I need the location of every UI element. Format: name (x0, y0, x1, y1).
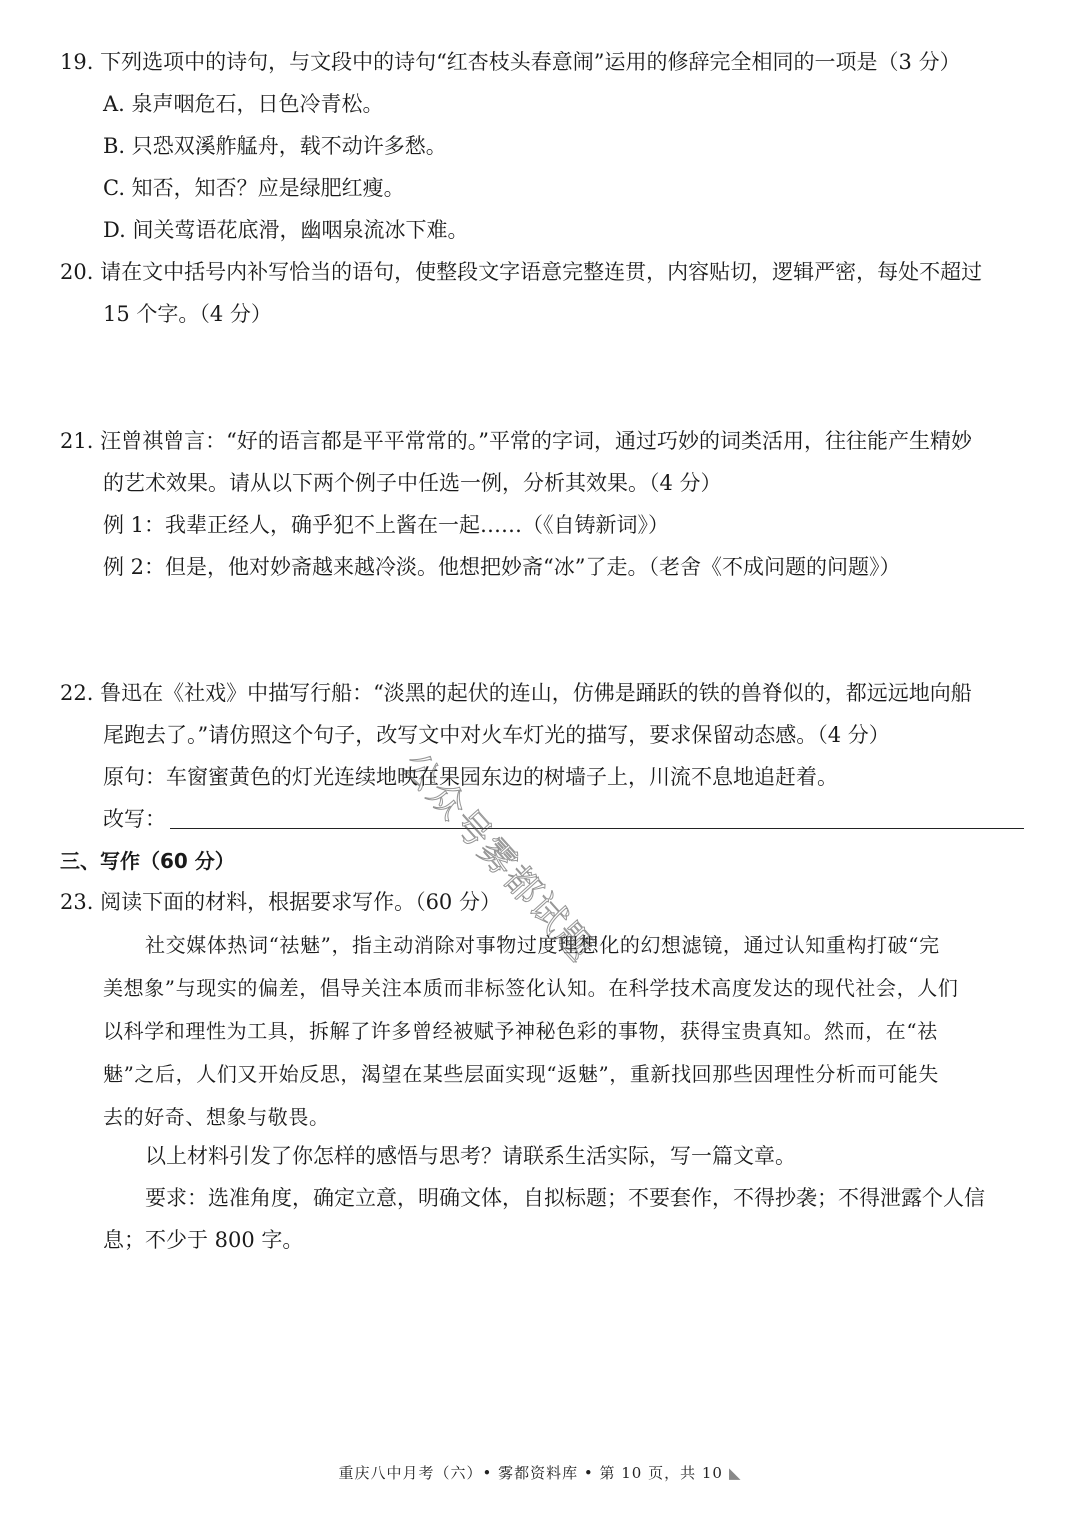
q19-stem: 19. 下列选项中的诗句，与文段中的诗句“红杏枝头春意闹”运用的修辞完全相同的一项是（3 分） (60, 50, 961, 74)
q23-material-line-2: 美想象”与现实的偏差，倡导关注本质而非标签化认知。在科学技术高度发达的现代社会，人们 (103, 976, 959, 1000)
q22-stem-line2: 尾跑去了。”请仿照这个句子，改写文中对火车灯光的描写，要求保留动态感。（4 分） (103, 723, 890, 747)
q23-material-line-5: 去的好奇、想象与敬畏。 (103, 1105, 330, 1129)
q22-stem-line1: 22. 鲁迅在《社戏》中描写行船：“淡黑的起伏的连山，仿佛是踊跃的铁的兽脊似的，都远远地向船 (60, 681, 972, 705)
q21-example-2: 例 2：但是，他对妙斋越来越冷淡。他想把妙斋“冰”了走。（老舍《不成问题的问题》） (103, 555, 901, 579)
q19-option-b: B. 只恐双溪舴艋舟，载不动许多愁。 (103, 134, 447, 158)
q23-requirements-line-1: 要求：选准角度，确定立意，明确文体，自拟标题；不要套作，不得抄袭；不得泄露个人信 (145, 1186, 985, 1210)
q21-example-1: 例 1：我辈正经人，确乎犯不上酱在一起……（《自铸新词》） (103, 513, 670, 537)
q21-stem-line2: 的艺术效果。请从以下两个例子中任选一例，分析其效果。（4 分） (103, 471, 722, 495)
page-footer (0, 1462, 1080, 1483)
footer-text: 重庆八中月考（六）• 雾都资料库 • 第 10 页，共 10 (338, 1464, 723, 1482)
q23-material-line-1: 社交媒体热词“祛魅”，指主动消除对事物过度理想化的幻想滤镜，通过认知重构打破“完 (145, 933, 940, 957)
footer-arrow-icon: ◣ (728, 1464, 742, 1482)
q19-option-a: A. 泉声咽危石，日色冷青松。 (103, 92, 384, 116)
q19-option-c: C. 知否，知否？应是绿肥红瘦。 (103, 176, 405, 200)
q23-material-line-4: 魅”之后，人们又开始反思，渴望在某些层面实现“返魅”，重新找回那些因理性分析而可能失 (103, 1062, 939, 1086)
q21-stem-line1: 21. 汪曾祺曾言：“好的语言都是平平常常的。”平常的字词，通过巧妙的词类活用，往往能产生精妙 (60, 429, 973, 453)
q23-stem: 23. 阅读下面的材料，根据要求写作。（60 分） (60, 890, 501, 914)
q22-answer-line[interactable] (170, 828, 1024, 829)
q23-material-line-3: 以科学和理性为工具，拆解了许多曾经被赋予神秘色彩的事物，获得宝贵真知。然而，在“祛 (103, 1019, 938, 1043)
q20-stem-line1: 20. 请在文中括号内补写恰当的语句，使整段文字语意完整连贯，内容贴切，逻辑严密，每处不超过 (60, 260, 983, 284)
q22-rewrite-label: 改写： (103, 807, 166, 831)
section-3-title: 三、写作（60 分） (60, 849, 235, 873)
q20-stem-line2: 15 个字。（4 分） (103, 302, 272, 326)
q23-prompt: 以上材料引发了你怎样的感悟与思考？请联系生活实际，写一篇文章。 (145, 1144, 796, 1168)
watermark: 公众号雾都试题 (393, 745, 603, 971)
q22-original-sentence: 原句：车窗蜜黄色的灯光连续地映在果园东边的树墙子上，川流不息地追赶着。 (103, 765, 838, 789)
q23-requirements-line-2: 息；不少于 800 字。 (103, 1228, 304, 1252)
q19-option-d: D. 间关莺语花底滑，幽咽泉流冰下难。 (103, 218, 469, 242)
